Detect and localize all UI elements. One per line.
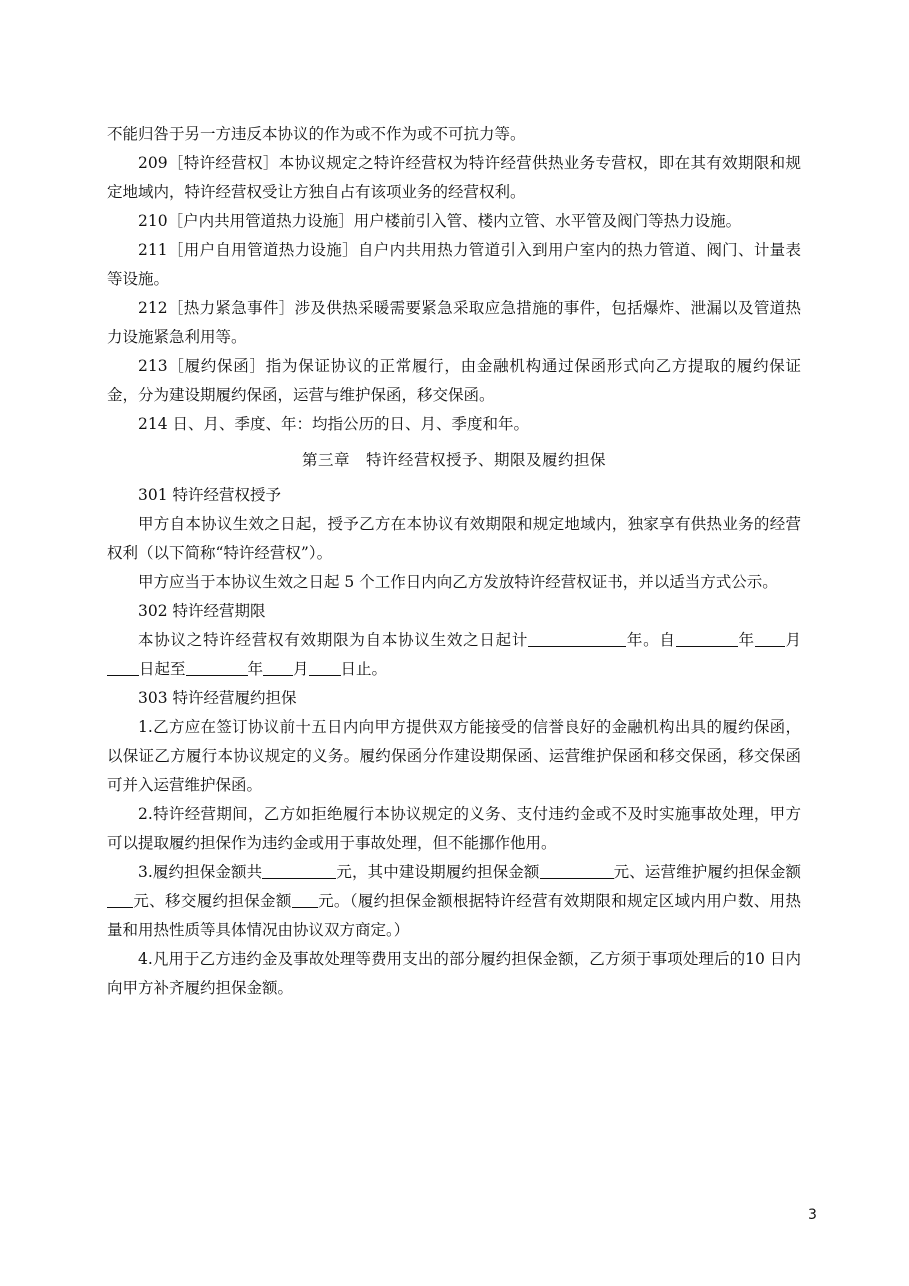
blank-operation-amount — [107, 892, 133, 909]
text-segment: 年 — [737, 631, 755, 649]
document-body — [107, 120, 801, 1003]
clause-213: 213［履约保函］指为保证协议的正常履行，由金融机构通过保函形式向乙方提取的履约保证金，分为建设期履约保函，运营与维护保函，移交保函。 — [107, 357, 801, 404]
page-number: 3 — [808, 1207, 817, 1223]
text-segment: 本协议之特许经营权有效期限为自本协议生效之日起计 — [138, 631, 529, 649]
section-301-heading: 301 特许经营权授予 — [138, 486, 282, 504]
text-segment: 元、移交履约担保金额 — [133, 892, 292, 910]
blank-start-month — [755, 631, 785, 648]
blank-construction-amount — [540, 863, 614, 880]
section-303-item-4: 4.凡用于乙方违约金及事故处理等费用支出的部分履约担保金额，乙方须于事项处理后的10 日内向甲方补齐履约担保金额。 — [107, 950, 801, 997]
section-303-item-3 — [107, 858, 801, 945]
text-segment: 元，其中建设期履约担保金额 — [336, 863, 540, 881]
text-segment: 日止。 — [340, 660, 388, 678]
clause-214: 214 日、月、季度、年：均指公历的日、月、季度和年。 — [138, 415, 530, 433]
section-301-paragraph-2: 甲方应当于本协议生效之日起 5 个工作日内向乙方发放特许经营权证书，并以适当方式公示。 — [138, 573, 778, 591]
blank-end-day — [309, 660, 341, 677]
text-segment: 元。（履约担保金额根据特许经营有效期限和规定区域内用户数、用热量和用热性质等具体情况由协议双方商定。） — [107, 892, 801, 939]
blank-start-year — [676, 631, 738, 648]
paragraph-continuation: 不能归咎于另一方违反本协议的作为或不作为或不可抗力等。 — [107, 125, 526, 143]
blank-term-years — [528, 631, 626, 648]
section-303-heading: 303 特许经营履约担保 — [138, 689, 297, 707]
section-301-paragraph-1: 甲方自本协议生效之日起，授予乙方在本协议有效期限和规定地域内，独家享有供热业务的经营权利（以下简称“特许经营权”）。 — [107, 515, 801, 562]
blank-start-day — [107, 660, 139, 677]
clause-212: 212［热力紧急事件］涉及供热采暖需要紧急采取应急措施的事件，包括爆炸、泄漏以及管道热力设施紧急利用等。 — [107, 299, 801, 346]
blank-end-year — [186, 660, 248, 677]
clause-210: 210［户内共用管道热力设施］用户楼前引入管、楼内立管、水平管及阀门等热力设施。 — [138, 212, 742, 230]
text-segment: 元、运营维护履约担保金额 — [613, 863, 801, 881]
blank-transfer-amount — [292, 892, 318, 909]
chapter-heading: 第三章 特许经营权授予、期限及履约担保 — [301, 451, 606, 469]
text-segment: 日起至 — [139, 660, 186, 678]
section-303-item-2: 2.特许经营期间，乙方如拒绝履行本协议规定的义务、支付违约金或不及时实施事故处理，甲方可以提取履约担保作为违约金或用于事故处理，但不能挪作他用。 — [107, 805, 801, 852]
blank-total-amount — [262, 863, 336, 880]
text-segment: 月 — [784, 631, 801, 649]
text-segment: 月 — [293, 660, 309, 678]
text-segment: 3.履约担保金额共 — [138, 863, 263, 881]
clause-211: 211［用户自用管道热力设施］自户内共用热力管道引入到用户室内的热力管道、阀门、计量表等设施。 — [107, 241, 801, 288]
section-302-paragraph — [107, 626, 801, 684]
clause-209: 209［特许经营权］本协议规定之特许经营权为特许经营供热业务专营权，即在其有效期限和规定地域内，特许经营权受让方独自占有该项业务的经营权利。 — [107, 154, 801, 201]
text-segment: 年。自 — [626, 631, 676, 649]
section-303-item-1: 1.乙方应在签订协议前十五日内向甲方提供双方能接受的信誉良好的金融机构出具的履约保函，以保证乙方履行本协议规定的义务。履约保函分作建设期保函、运营维护保函和移交保函，移交保函可并入运营维护保函。 — [107, 718, 801, 794]
blank-end-month — [263, 660, 293, 677]
section-302-heading: 302 特许经营期限 — [138, 602, 266, 620]
text-segment: 年 — [247, 660, 264, 678]
